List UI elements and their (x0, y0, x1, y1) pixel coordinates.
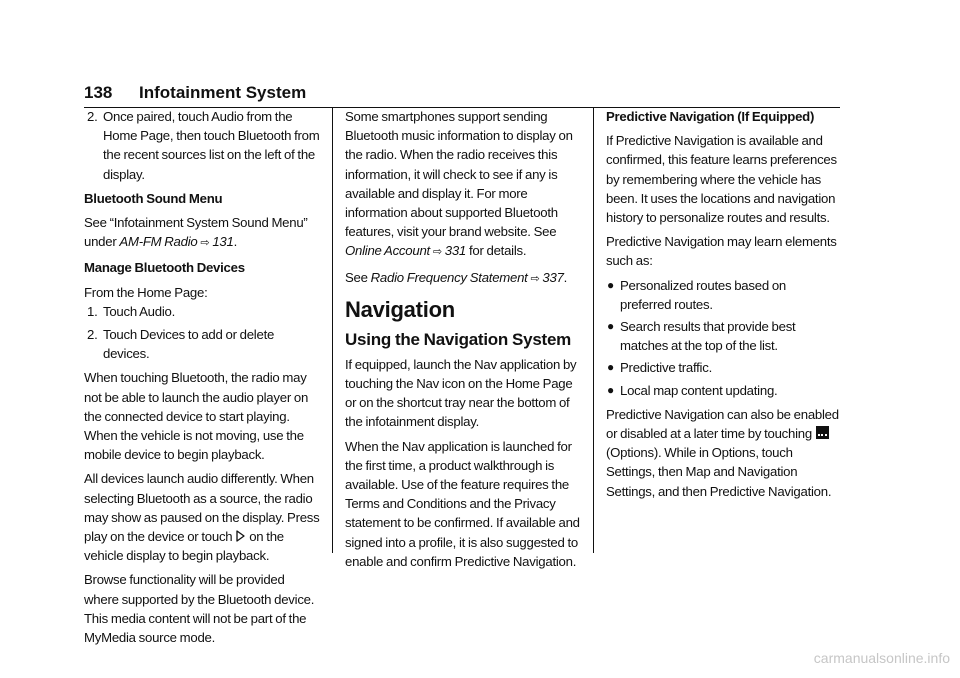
launch-text: All devices launch audio differently. When selecting Bluetooth as a source, the radio may show as paused on the display. Press play on the device or touch (84, 471, 320, 545)
if-available-paragraph: If Predictive Navigation is available and confirmed, this feature learns preferences by remembering where the vehicle has been. It uses the locations and navigation history to personalize routes and results. (606, 133, 837, 226)
list-item (606, 358, 840, 377)
list-item-text: Predictive traffic. (620, 360, 712, 376)
touching-bluetooth-paragraph: When touching Bluetooth, the radio may not be able to launch the audio player on the connected device to start playing. When the vehicle is not moving, use the mobile device to begin playback. (84, 370, 309, 463)
step-text: Touch Devices to add or delete devices. (103, 327, 275, 362)
page-header (84, 82, 840, 108)
radio-frequency-paragraph (345, 268, 581, 289)
page-ref-number: 331 (444, 243, 467, 259)
am-fm-radio-link[interactable]: AM-FM Radio (119, 234, 198, 250)
page-ref-number: 337 (542, 269, 564, 285)
launch-audio-paragraph (84, 469, 320, 565)
step-text: Touch Audio. (103, 303, 176, 319)
list-item-text: Search results that provide best matches at the top of the list. (620, 319, 796, 354)
see-text: See “Infotainment System Sound Menu” under (84, 215, 308, 250)
bullet-icon: ● (607, 277, 614, 292)
sound-menu-paragraph (84, 213, 320, 253)
using-navigation-heading: Using the Navigation System (345, 329, 572, 349)
page-ref-arrow-icon: ⇨ (432, 246, 442, 259)
may-learn-paragraph: Predictive Navigation may learn elements such as: (606, 234, 837, 269)
section-title: Infotainment System (139, 83, 307, 102)
step-text: Once paired, touch Audio from the Home Page, then touch Bluetooth from the recent sources list on the left of the display. (103, 109, 320, 182)
step-number: 1. (87, 303, 98, 319)
bullet-icon: ● (607, 360, 614, 375)
list-item-text: Local map content updating. (620, 382, 778, 398)
enable-paragraph (606, 405, 840, 501)
list-item (606, 276, 840, 314)
bluetooth-sound-menu-heading: Bluetooth Sound Menu (84, 190, 223, 206)
browse-paragraph: Browse functionality will be provided where supported by the Bluetooth device. This media content will not be part of the MyMedia source mode. (84, 572, 315, 646)
list-item-text: Personalized routes based on preferred routes. (620, 277, 786, 312)
page-ref-arrow-icon: ⇨ (200, 237, 210, 250)
column-divider (593, 107, 594, 553)
step-item (84, 107, 320, 184)
page-number: 138 (84, 83, 113, 102)
details-text: for details. (466, 243, 527, 259)
launch-text: on the vehicle display to begin playback. (84, 529, 284, 564)
smartphones-text: Some smartphones support sending Bluetooth music information to display on the radio. When the radio receives this information, it will check to see if any is available and display it. For more information about supported Bluetooth features, visit your brand website. See (345, 109, 573, 240)
manage-steps (84, 302, 320, 364)
page-ref-number: 131 (212, 234, 234, 250)
enable-text: (Options). While in Options, touch Settings, then Map and Navigation Settings, and then Predictive Navigation. (606, 445, 832, 499)
radio-frequency-statement-link[interactable]: Radio Frequency Statement (370, 269, 528, 285)
column-1 (84, 107, 320, 652)
punctuation: . (233, 234, 237, 250)
column-2 (345, 107, 581, 576)
options-icon (816, 426, 829, 439)
enable-text: Predictive Navigation can also be enabled or disabled at a later time by touching (606, 406, 839, 442)
predictive-navigation-heading: Predictive Navigation (If Equipped) (606, 109, 815, 124)
step-item (84, 302, 320, 321)
list-item (606, 381, 840, 400)
learn-elements-list (606, 276, 840, 400)
online-account-link[interactable]: Online Account (345, 243, 430, 259)
play-icon (236, 530, 245, 542)
watermark: carmanualsonline.info (813, 650, 950, 666)
from-home-label: From the Home Page: (84, 284, 208, 300)
bullet-icon: ● (607, 319, 614, 334)
step-number: 2. (87, 109, 98, 124)
bullet-icon: ● (607, 382, 614, 397)
column-divider (332, 107, 333, 553)
manage-devices-heading: Manage Bluetooth Devices (84, 260, 245, 276)
pairing-steps (84, 107, 320, 184)
punctuation: . (563, 269, 568, 285)
page-ref-arrow-icon: ⇨ (530, 272, 540, 285)
see-text: See (345, 269, 371, 285)
step-item (84, 325, 320, 363)
step-number: 2. (87, 327, 98, 343)
first-time-paragraph: When the Nav application is launched for the first time, a product walkthrough is available. Use of the feature requires the Terms and Conditions and the Privacy statement to be confirmed. If available and signed into a profile, it is also suggested to enable and confirm Predictive Navigation. (345, 438, 580, 569)
list-item (606, 317, 840, 355)
smartphones-paragraph (345, 107, 581, 263)
column-3 (606, 107, 840, 506)
navigation-heading: Navigation (345, 296, 455, 322)
equipped-paragraph: If equipped, launch the Nav application by touching the Nav icon on the Home Page or on the shortcut tray near the bottom of the infotainment display. (345, 356, 577, 430)
